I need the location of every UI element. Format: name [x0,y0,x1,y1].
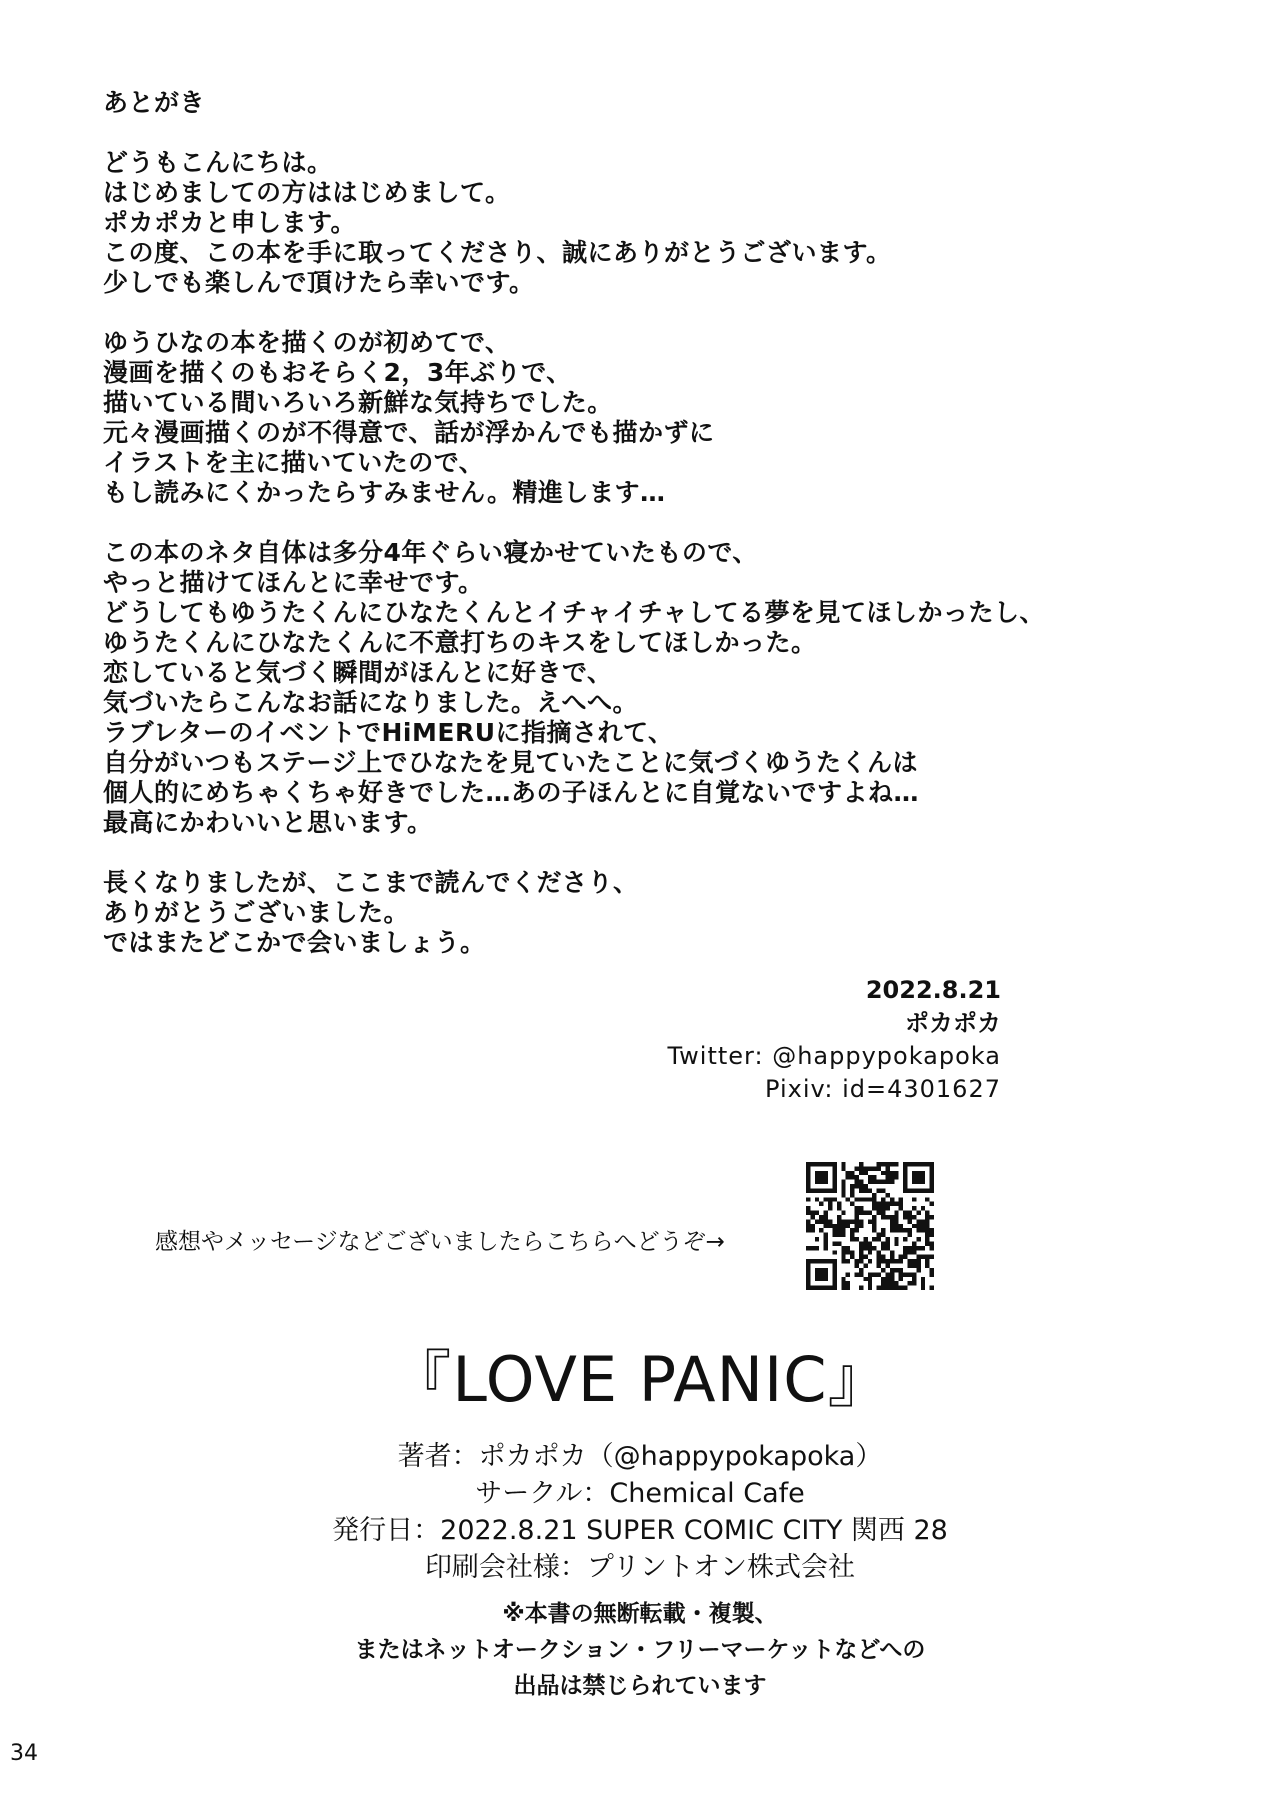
paragraph-gap [103,118,1103,148]
afterword-text [103,88,1103,958]
paragraph-line: もし読みにくかったらすみません。精進します… [103,478,666,507]
paragraph-gap [103,838,1103,868]
paragraph-line: ポカポカと申します。 [103,208,357,237]
paragraph-line: 自分がいつもステージ上でひなたを見ていたことに気づくゆうたくんは [103,748,919,777]
credit-release-date: 発行日：2022.8.21 SUPER COMIC CITY 関西 28 [332,1515,948,1546]
paragraph-line: はじめましての方ははじめまして。 [103,178,511,207]
paragraph-gap [103,508,1103,538]
notice-line: 出品は禁じられています [513,1673,767,1699]
paragraph-line: ではまたどこかで会いましょう。 [103,928,486,957]
paragraph-line: 長くなりましたが、ここまで読んでくださり、 [103,868,639,897]
paragraph-line: 漫画を描くのもおそらく2，3年ぶりで、 [103,358,572,387]
paragraph-line: どうしてもゆうたくんにひなたくんとイチャイチャしてる夢を見てほしかったし、 [103,598,1046,627]
paragraph-line: ゆうひなの本を描くのが初めてで、 [103,328,511,357]
colophon-credits [0,1438,1280,1586]
qr-code-icon[interactable] [806,1162,934,1290]
credit-author: 著者：ポカポカ（@happypokapoka） [397,1441,883,1472]
paragraph-line: この本のネタ自体は多分4年ぐらい寝かせていたもので、 [103,538,758,567]
paragraph-line: 描いている間いろいろ新鮮な気持ちでした。 [103,388,613,417]
signature-author: ポカポカ [905,1009,1001,1037]
afterword-heading: あとがき [103,88,206,117]
paragraph-line: この度、この本を手に取ってくださり、誠にありがとうございます。 [103,238,892,267]
signature-block [667,974,1001,1106]
notice-line: ※本書の無断転載・複製、 [502,1601,778,1627]
copyright-notice [0,1596,1280,1704]
credit-printer: 印刷会社様：プリントオン株式会社 [424,1552,856,1583]
signature-date: 2022.8.21 [865,976,1001,1004]
credit-circle: サークル：Chemical Cafe [475,1478,805,1509]
paragraph-line: 少しでも楽しんで頂けたら幸いです。 [103,268,535,297]
paragraph-gap [103,298,1103,328]
paragraph-line: イラストを主に描いていたので、 [103,448,485,477]
paragraph-line: 個人的にめちゃくちゃ好きでした…あの子ほんとに自覚ないですよね… [103,778,920,807]
signature-twitter: Twitter: @happypokapoka [667,1042,1001,1070]
paragraph-line: ゆうたくんにひなたくんに不意打ちのキスをしてほしかった。 [103,628,817,657]
paragraph-line: ありがとうございました。 [103,898,410,927]
paragraph-line: ラブレターのイベントでHiMERUに指摘されて、 [103,718,674,747]
paragraph-line: 最高にかわいいと思います。 [103,808,433,837]
signature-pixiv: Pixiv: id=4301627 [765,1075,1001,1103]
paragraph-line: 元々漫画描くのが不得意で、話が浮かんでも描かずに [103,418,715,447]
paragraph-line: やっと描けてほんとに幸せです。 [103,568,484,597]
paragraph-line: どうもこんにちは。 [103,148,333,177]
page-number: 34 [10,1741,38,1766]
message-prompt: 感想やメッセージなどございましたらこちらへどうぞ→ [155,1229,725,1255]
paragraph-line: 気づいたらこんなお話になりました。えへへ。 [103,688,639,717]
book-title: 『LOVE PANIC』 [389,1343,891,1416]
notice-line: またはネットオークション・フリーマーケットなどへの [354,1637,926,1663]
paragraph-line: 恋していると気づく瞬間がほんとに好きで、 [103,658,613,687]
